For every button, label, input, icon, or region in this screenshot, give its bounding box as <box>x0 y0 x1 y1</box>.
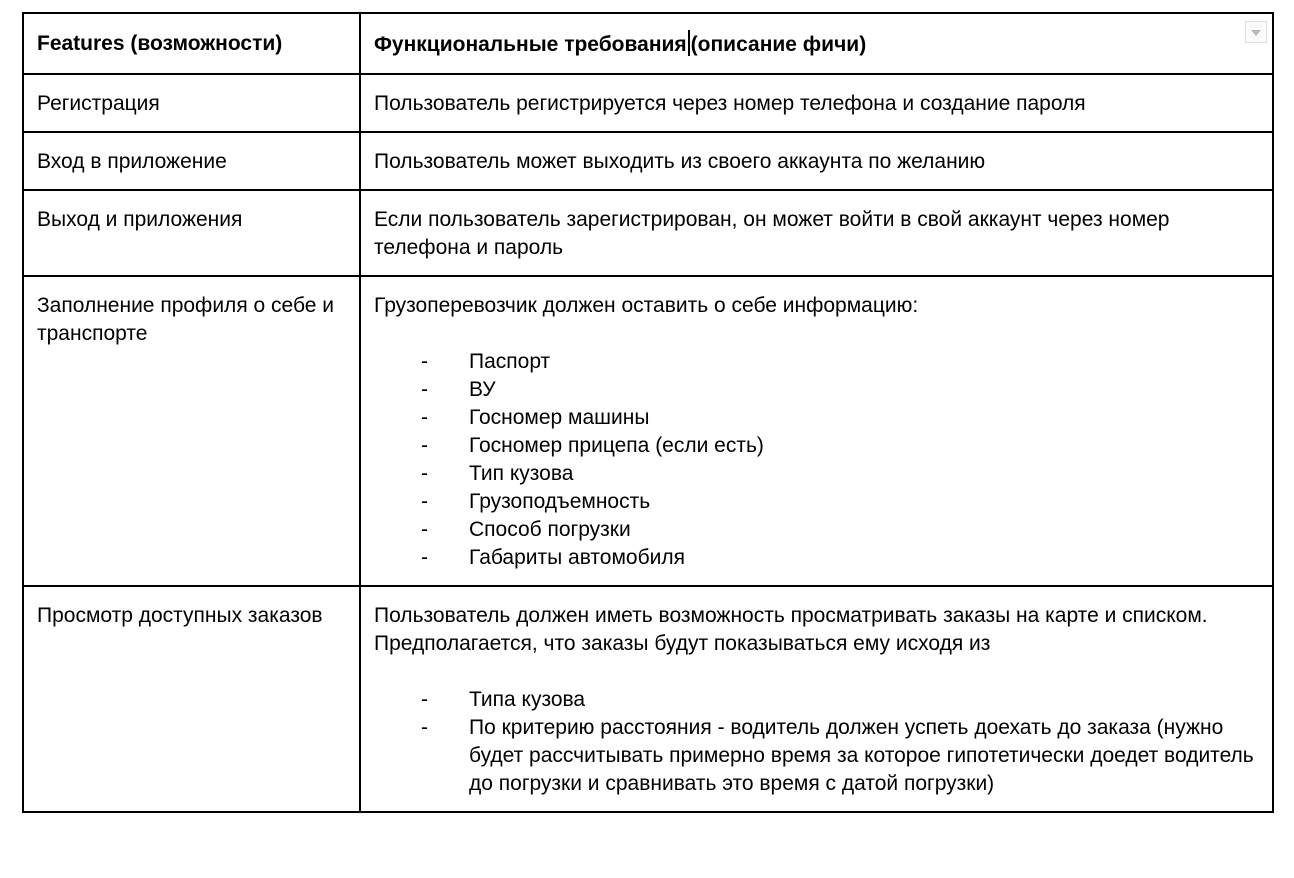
order-criteria-list <box>374 686 1259 798</box>
feature-cell[interactable]: Просмотр доступных заказов <box>23 586 360 812</box>
list-item-text: Тип кузова <box>469 462 574 485</box>
spacer <box>374 320 1259 348</box>
feature-cell[interactable]: Вход в приложение <box>23 132 360 190</box>
description-cell[interactable] <box>360 276 1273 586</box>
list-item-text: Грузоподъемность <box>469 490 651 513</box>
description-intro: Грузоперевозчик должен оставить о себе информацию: <box>374 294 919 317</box>
table-row <box>23 190 1273 276</box>
text-cursor <box>688 30 690 56</box>
table-row <box>23 132 1273 190</box>
dash-bullet-icon: - <box>421 434 428 457</box>
list-item <box>374 544 1259 572</box>
list-item-text: Госномер машины <box>469 406 650 429</box>
dash-bullet-icon: - <box>421 716 428 739</box>
list-item <box>374 432 1259 460</box>
description-intro-line2: Предполагается, что заказы будут показываться ему исходя из <box>374 632 991 655</box>
description-intro-line1: Пользователь должен иметь возможность просматривать заказы на карте и списком. <box>374 604 1208 627</box>
list-item <box>374 686 1259 714</box>
list-item-text: ВУ <box>469 378 496 401</box>
spacer <box>374 658 1259 686</box>
description-cell[interactable] <box>360 586 1273 812</box>
list-item-text: Типа кузова <box>469 688 586 711</box>
list-item-text: Паспорт <box>469 350 551 373</box>
table-header-row <box>23 13 1273 74</box>
list-item-text: Габариты автомобиля <box>469 546 685 569</box>
list-item-text: Способ погрузки <box>469 518 631 541</box>
header-features-label: Features (возможности) <box>37 32 283 55</box>
dash-bullet-icon: - <box>421 546 428 569</box>
list-item-text: По критерию расстояния - водитель должен успеть доехать до заказа (нужно будет рассчитывать примерно время за которое гипотетически доедет водитель до погрузки и сравнивать это время с датой погрузки) <box>469 716 1254 795</box>
dash-bullet-icon: - <box>421 462 428 485</box>
feature-cell[interactable]: Выход и приложения <box>23 190 360 276</box>
description-cell[interactable]: Пользователь может выходить из своего аккаунта по желанию <box>360 132 1273 190</box>
header-requirements-label-part2: (описание фичи) <box>690 33 867 56</box>
list-item-text: Госномер прицепа (если есть) <box>469 434 764 457</box>
dash-bullet-icon: - <box>421 688 428 711</box>
description-cell[interactable]: Пользователь регистрируется через номер телефона и создание пароля <box>360 74 1273 132</box>
description-cell[interactable]: Если пользователь зарегистрирован, он может войти в свой аккаунт через номер телефона и пароль <box>360 190 1273 276</box>
list-item <box>374 488 1259 516</box>
table-row <box>23 586 1273 812</box>
dash-bullet-icon: - <box>421 406 428 429</box>
table-row <box>23 276 1273 586</box>
list-item <box>374 404 1259 432</box>
dash-bullet-icon: - <box>421 378 428 401</box>
dropdown-arrow-icon[interactable] <box>1245 21 1267 43</box>
list-item <box>374 376 1259 404</box>
dash-bullet-icon: - <box>421 518 428 541</box>
feature-cell[interactable]: Заполнение профиля о себе и транспорте <box>23 276 360 586</box>
features-requirements-table <box>22 12 1274 813</box>
header-requirements-label-part1: Функциональные требования <box>374 33 687 56</box>
list-item <box>374 714 1259 798</box>
list-item <box>374 348 1259 376</box>
profile-fields-list <box>374 348 1259 572</box>
list-item <box>374 460 1259 488</box>
feature-cell[interactable]: Регистрация <box>23 74 360 132</box>
list-item <box>374 516 1259 544</box>
table-row <box>23 74 1273 132</box>
header-features[interactable] <box>23 13 360 74</box>
dash-bullet-icon: - <box>421 350 428 373</box>
header-requirements[interactable] <box>360 13 1273 74</box>
dash-bullet-icon: - <box>421 490 428 513</box>
